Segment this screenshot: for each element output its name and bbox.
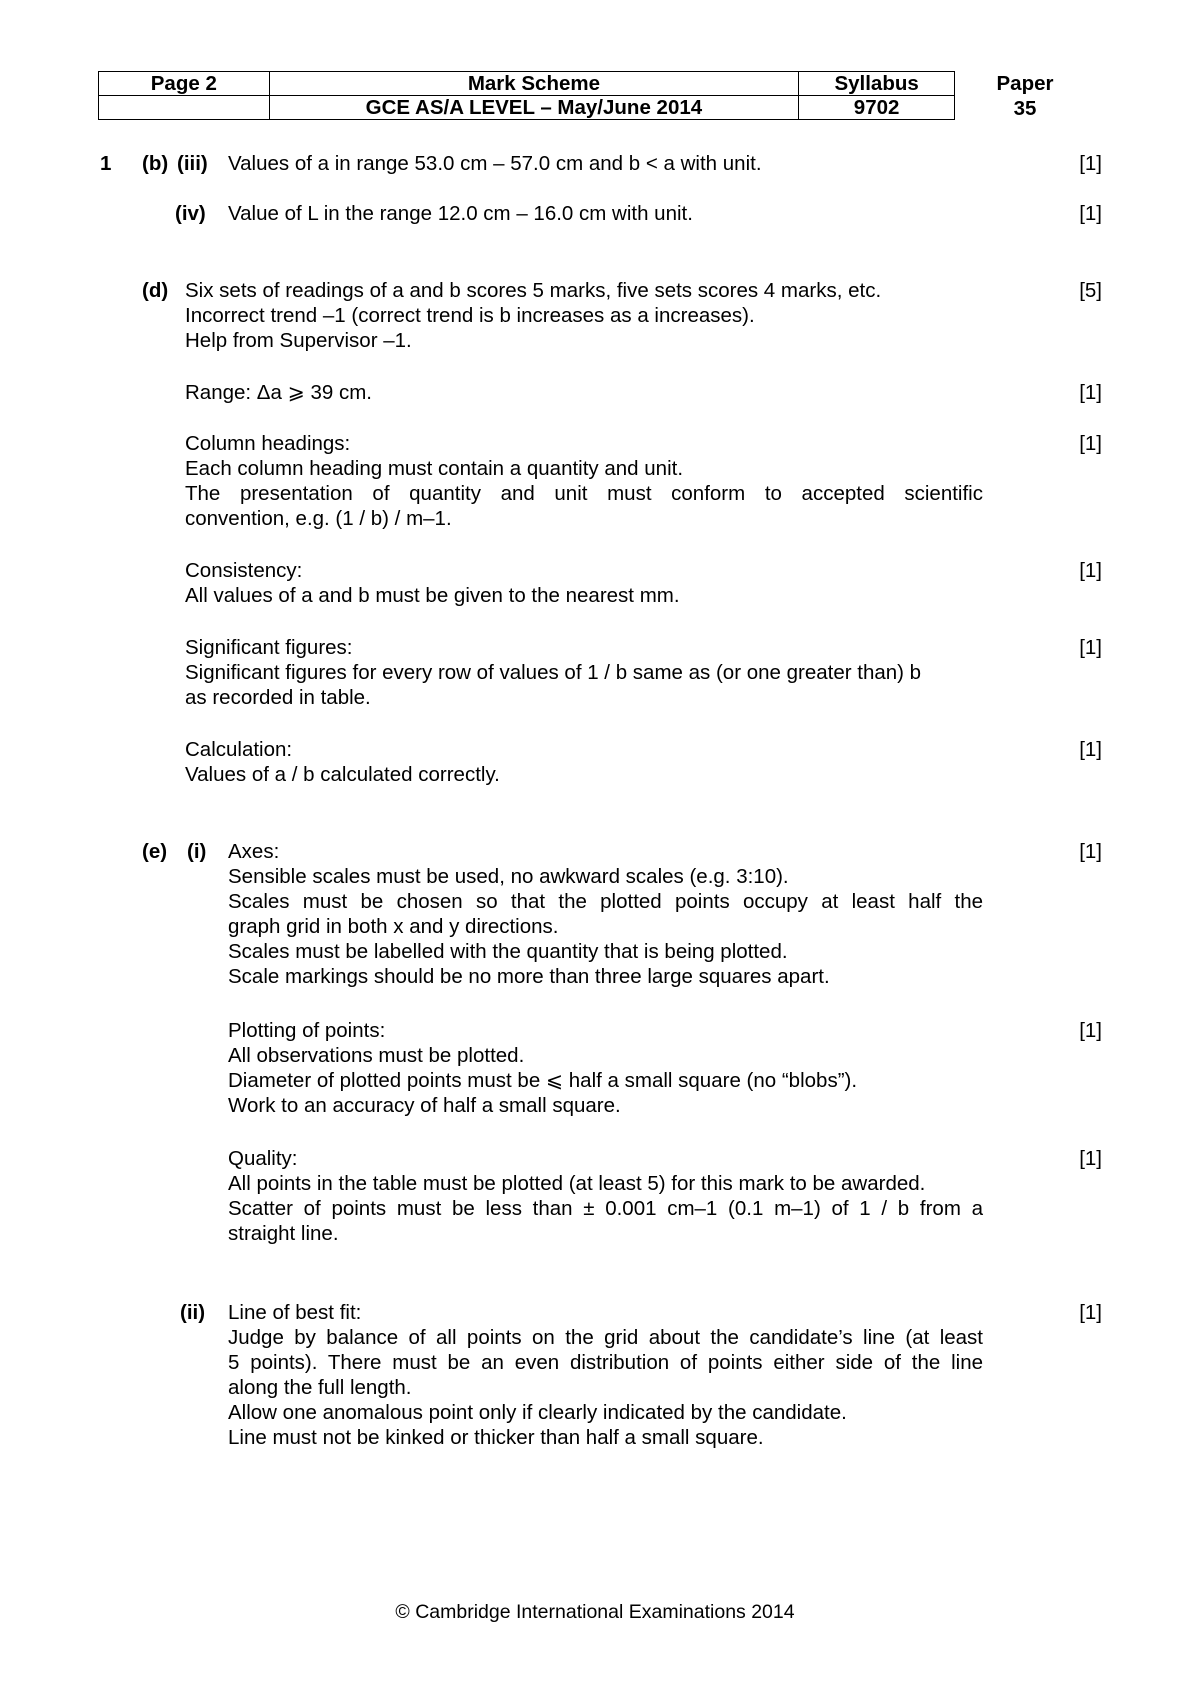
text-line: All observations must be plotted. bbox=[228, 1044, 525, 1067]
part-d-text bbox=[185, 278, 983, 353]
text-line: The presentation of quantity and unit must conform to accepted scientific bbox=[185, 482, 983, 505]
text-line: Scale markings should be no more than three large squares apart. bbox=[228, 965, 830, 988]
line-of-best-fit-mark: [1] bbox=[1079, 1301, 1102, 1324]
text-line: Scales must be labelled with the quantity that is being plotted. bbox=[228, 940, 788, 963]
plotting-block bbox=[228, 1018, 983, 1118]
document-title: Mark Scheme bbox=[269, 72, 799, 96]
consistency-title: Consistency: bbox=[185, 559, 303, 582]
page-label: Page 2 bbox=[99, 72, 270, 96]
copyright-footer: © Cambridge International Examinations 2014 bbox=[395, 1601, 795, 1623]
text-line: Line must not be kinked or thicker than half a small square. bbox=[228, 1426, 764, 1449]
text-line: All values of a and b must be given to the nearest mm. bbox=[185, 584, 680, 607]
axes-block bbox=[228, 839, 983, 989]
text-line: graph grid in both x and y directions. bbox=[228, 915, 559, 938]
text-line: All points in the table must be plotted (at least 5) for this mark to be awarded. bbox=[228, 1172, 926, 1195]
text-line: Work to an accuracy of half a small square. bbox=[228, 1094, 621, 1117]
column-headings-mark: [1] bbox=[1079, 432, 1102, 455]
calculation-block bbox=[185, 737, 983, 787]
text-line: Incorrect trend –1 (correct trend is b increases as a increases). bbox=[185, 304, 755, 327]
part-b-label: (b) bbox=[142, 152, 169, 175]
consistency-block bbox=[185, 558, 983, 608]
text-line: Allow one anomalous point only if clearly indicated by the candidate. bbox=[228, 1401, 847, 1424]
line-of-best-fit-title: Line of best fit: bbox=[228, 1301, 362, 1324]
text-line: Help from Supervisor –1. bbox=[185, 329, 412, 352]
paper-column bbox=[985, 71, 1065, 121]
range-mark: [1] bbox=[1079, 381, 1102, 404]
text-line: as recorded in table. bbox=[185, 686, 371, 709]
text-line: Significant figures for every row of values of 1 / b same as (or one greater than) b bbox=[185, 661, 922, 684]
header-table bbox=[98, 71, 955, 120]
part-iv-mark: [1] bbox=[1079, 202, 1102, 225]
axes-title: Axes: bbox=[228, 840, 280, 863]
axes-mark: [1] bbox=[1079, 840, 1102, 863]
calculation-title: Calculation: bbox=[185, 738, 293, 761]
column-headings-title: Column headings: bbox=[185, 432, 351, 455]
part-e-label: (e) bbox=[142, 840, 168, 863]
significant-figures-mark: [1] bbox=[1079, 636, 1102, 659]
part-iii-label: (iii) bbox=[177, 152, 208, 175]
syllabus-label: Syllabus bbox=[799, 72, 955, 96]
empty-cell bbox=[99, 96, 270, 120]
text-line: Sensible scales must be used, no awkward scales (e.g. 3:10). bbox=[228, 865, 789, 888]
text-line: Each column heading must contain a quantity and unit. bbox=[185, 457, 684, 480]
plotting-title: Plotting of points: bbox=[228, 1019, 386, 1042]
paper-label: Paper bbox=[996, 72, 1054, 95]
text-line: Values of a / b calculated correctly. bbox=[185, 763, 500, 786]
part-d-mark: [5] bbox=[1079, 279, 1102, 302]
significant-figures-block bbox=[185, 635, 983, 710]
part-e-ii-label: (ii) bbox=[180, 1301, 206, 1324]
consistency-mark: [1] bbox=[1079, 559, 1102, 582]
text-line: Scatter of points must be less than ± 0.001 cm–1 (0.1 m–1) of 1 / b from a bbox=[228, 1197, 983, 1220]
part-iii-mark: [1] bbox=[1079, 152, 1102, 175]
text-line: Scales must be chosen so that the plotted points occupy at least half the bbox=[228, 890, 983, 913]
text-line: straight line. bbox=[228, 1222, 339, 1245]
part-e-i-label: (i) bbox=[187, 840, 207, 863]
quality-mark: [1] bbox=[1079, 1147, 1102, 1170]
line-of-best-fit-block bbox=[228, 1300, 983, 1450]
text-line: along the full length. bbox=[228, 1376, 412, 1399]
question-number: 1 bbox=[100, 152, 112, 175]
text-line: convention, e.g. (1 / b) / m–1. bbox=[185, 507, 452, 530]
document-subtitle: GCE AS/A LEVEL – May/June 2014 bbox=[269, 96, 799, 120]
paper-number: 35 bbox=[1013, 97, 1037, 120]
part-d-label: (d) bbox=[142, 279, 169, 302]
text-line: Six sets of readings of a and b scores 5 marks, five sets scores 4 marks, etc. bbox=[185, 279, 882, 302]
text-line: Judge by balance of all points on the grid about the candidate’s line (at least bbox=[228, 1326, 983, 1349]
text-line: Diameter of plotted points must be ⩽ half a small square (no “blobs”). bbox=[228, 1069, 858, 1092]
syllabus-code: 9702 bbox=[799, 96, 955, 120]
calculation-mark: [1] bbox=[1079, 738, 1102, 761]
quality-title: Quality: bbox=[228, 1147, 298, 1170]
text-line: 5 points). There must be an even distribution of points either side of the line bbox=[228, 1351, 983, 1374]
part-iii-text: Values of a in range 53.0 cm – 57.0 cm and b < a with unit. bbox=[228, 152, 762, 175]
quality-block bbox=[228, 1146, 983, 1246]
part-iv-label: (iv) bbox=[175, 202, 206, 225]
plotting-mark: [1] bbox=[1079, 1019, 1102, 1042]
significant-figures-title: Significant figures: bbox=[185, 636, 353, 659]
part-iv-text: Value of L in the range 12.0 cm – 16.0 cm with unit. bbox=[228, 202, 693, 225]
column-headings-block bbox=[185, 431, 983, 531]
range-text: Range: Δa ⩾ 39 cm. bbox=[185, 381, 372, 404]
